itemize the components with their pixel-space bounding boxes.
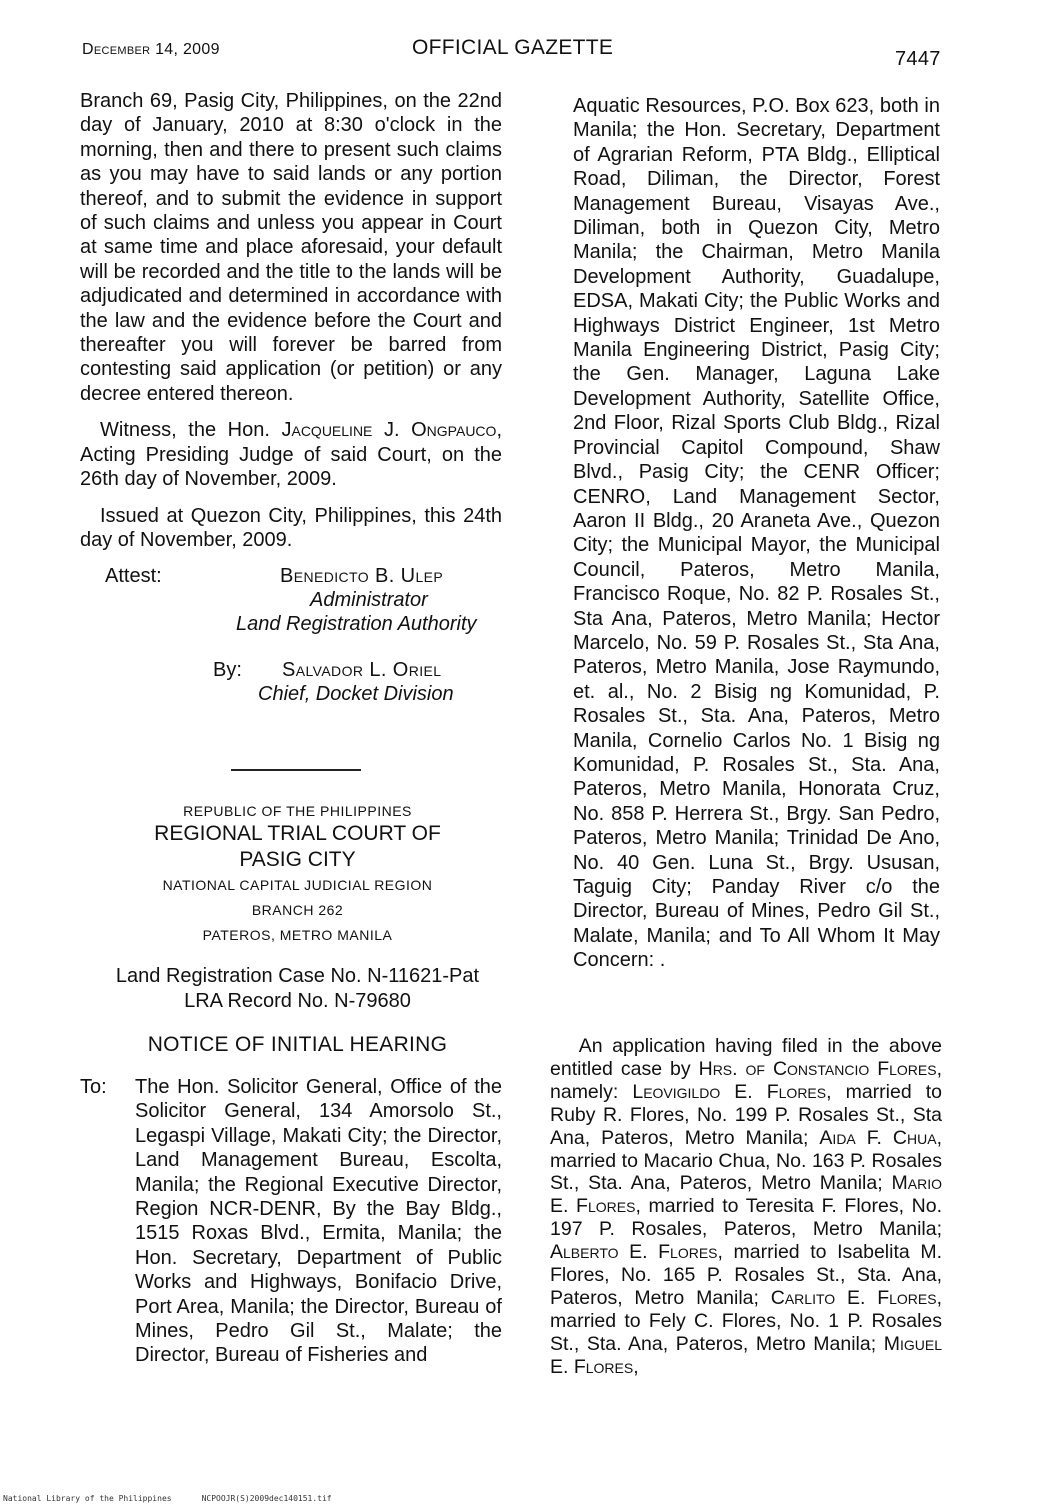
by-name: Salvador L. Oriel: [282, 659, 442, 682]
court-republic: REPUBLIC OF THE PHILIPPINES: [183, 803, 412, 819]
by-role: Chief, Docket Division: [258, 683, 454, 706]
attest-label: Attest:: [105, 565, 162, 588]
to-label: To:: [80, 1076, 107, 1098]
left-column: [80, 89, 502, 724]
footer-filename: NCPOOJR(S)2009dec140151.tif: [201, 1494, 332, 1503]
attest-agency: Land Registration Authority: [236, 613, 477, 636]
witness-paragraph: Witness, the Hon. Jacqueline J. Ongpauco, Acting Presiding Judge of said Court, on the 26th day of November, 2009.: [80, 419, 502, 491]
hearing-paragraph: Branch 69, Pasig City, Philippines, on the 22nd day of January, 2010 at 8:30 o'clock in the morning, then and there to present such claims as you may have to said lands or any portion thereof, and to submit the evidence in support of such claims and unless you appear in Court at same time and place aforesaid, your default will be recorded and the title to the lands will be adjudicated and determined in accordance with the law and the evidence before the Court and thereafter you will forever be barred from contesting said application (or petition) or any decree entered thereon.: [80, 90, 502, 405]
judge-name: Jacqueline J. Ongpauco: [281, 419, 497, 442]
by-label: By:: [213, 659, 242, 682]
court-region: NATIONAL CAPITAL JUDICIAL REGION: [162, 877, 433, 893]
applicant-heirs: Hrs. of Constancio Flores: [698, 1057, 937, 1080]
court-branch: BRANCH 262: [251, 902, 344, 918]
attest-name: Benedicto B. Ulep: [280, 565, 444, 588]
notice-title: NOTICE OF INITIAL HEARING: [147, 1033, 448, 1056]
header-title: OFFICIAL GAZETTE: [412, 36, 614, 59]
applicant-name: Miguel E. Flores: [550, 1332, 942, 1378]
scan-footer: [3, 1494, 362, 1503]
addressee-list-left: The Hon. Solicitor General, Office of the Solicitor General, 134 Amorsolo St., Legaspi Village, Makati City; the Director, Land Management Bureau, Escolta, Manila; the Regional Executive Director, Region NCR-DENR, By the Bay Bldg., 1515 Roxas Blvd., Ermita, Manila; the Hon. Secretary, Department of Public Works and Highways, Bonifacio Drive, Port Area, Manila; the Director, Bureau of Mines, Pedro Gil St., Malate; the Director, Bureau of Fisheries and: [135, 1076, 502, 1367]
header-date: December 14, 2009: [82, 41, 220, 58]
issued-paragraph: Issued at Quezon City, Philippines, this 24th day of November, 2009.: [80, 504, 502, 551]
applicant-name: Aida F. Chua: [819, 1126, 937, 1149]
applicant-name: Alberto E. Flores: [550, 1241, 718, 1264]
application-paragraph: An application having filed in the above entitled case by Hrs. of Constancio Flores, namely: Leovigildo E. Flores, married to Ruby R. Flores, No. 199 P. Rosales St., Sta Ana, Pateros, Metro Manila; Aida F. Chua, married to Macario Chua, No. 163 P. Rosales St., Sta. Ana, Pateros, Metro Manila; Mario E. Flores, married to Teresita F. Flores, No. 197 P. Rosales, Pateros, Metro Manila; Alberto E. Flores, married to Isabelita M. Flores, No. 165 P. Rosales St., Sta. Ana, Pateros, Metro Manila; Carlito E. Flores, married to Fely C. Flores, No. 1 P. Rosales St., Sta. Ana, Pateros, Metro Manila; Miguel E. Flores,: [550, 1035, 943, 1378]
attest-block: [80, 564, 502, 724]
addressee-block: [80, 1075, 502, 1368]
right-column: [573, 94, 940, 973]
case-number: Land Registration Case No. N-11621-Pat: [115, 965, 480, 987]
lra-record-number: LRA Record No. N-79680: [184, 990, 411, 1012]
court-city: PASIG CITY: [239, 848, 356, 871]
applicant-name: Carlito E. Flores: [770, 1286, 937, 1309]
page-number: 7447: [895, 48, 941, 70]
applicant-name: Leovigildo E. Flores: [632, 1080, 827, 1103]
court-name: REGIONAL TRIAL COURT OF: [154, 822, 441, 845]
footer-library: National Library of the Philippines: [3, 1494, 172, 1503]
applicant-name: Mario E. Flores: [550, 1172, 942, 1218]
court-location: PATEROS, METRO MANILA: [202, 927, 393, 943]
section-divider: [231, 769, 361, 771]
addressee-list-right: Aquatic Resources, P.O. Box 623, both in Manila; the Hon. Secretary, Department of Agrarian Reform, PTA Bldg., Elliptical Road, Diliman, the Director, Forest Management Bureau, Visayas Ave., Diliman, both in Quezon City, Metro Manila; the Chairman, Metro Manila Development Authority, Guadalupe, EDSA, Makati City; the Public Works and Highways District Engineer, 1st Metro Manila Engineering District, Pasig City; the Gen. Manager, Laguna Lake Development Authority, Satellite Office, 2nd Floor, Rizal Sports Club Bldg., Rizal Provincial Capitol Compound, Shaw Blvd., Pasig City; the CENR Officer; CENRO, Land Management Sector, Aaron II Bldg., 20 Araneta Ave., Quezon City; the Municipal Mayor, the Municipal Council, Pateros, Metro Manila, Francisco Roque, No. 82 P. Rosales St., Sta Ana, Pateros, Metro Manila; Hector Marcelo, No. 59 P. Rosales St., Sta Ana, Pateros, Metro Manila, Jose Raymundo, et. al., No. 2 Bisig ng Komunidad, P. Rosales St., Sta. Ana, Pateros, Metro Manila, Cornelio Carlos No. 1 Bisig ng Komunidad, P. Rosales St., Sta. Ana, Pateros, Metro Manila, Honorata Cruz, No. 858 P. Herrera St., Brgy. San Pedro, Pateros, Metro Manila; Trinidad De Ano, No. 40 Gen. Luna St., Brgy. Ususan, Taguig City; Panday River c/o the Director, Bureau of Mines, Pedro Gil St., Malate, Manila; and To All Whom It May Concern: .: [573, 95, 940, 972]
attest-role: Administrator: [310, 589, 428, 612]
